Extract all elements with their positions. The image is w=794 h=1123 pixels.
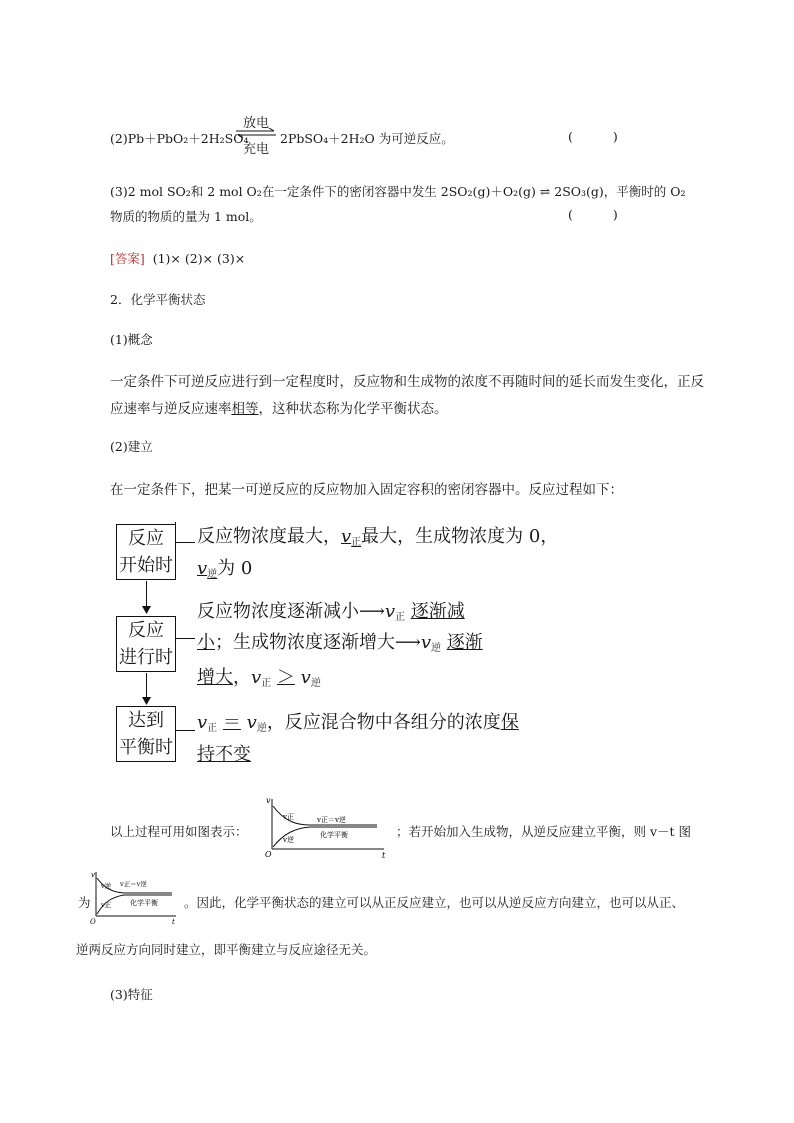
stage2-line2: 小；生成物浓度逐渐增大$⟶v_逆$ 逐渐 bbox=[197, 632, 483, 654]
box-progress bbox=[116, 616, 176, 672]
svg-text:v正: v正 bbox=[101, 901, 112, 909]
subheading-features: (3)特征 bbox=[110, 987, 153, 1002]
box-start-line2: 开始时 bbox=[119, 555, 173, 576]
q3-line1: (3)2 mol SO₂和 2 mol O₂在一定条件下的密闭容器中发生 2SO₂(g)＋O₂(g) ⇌ 2SO₃(g)，平衡时的 O₂ bbox=[110, 184, 686, 199]
box-eq-line2: 平衡时 bbox=[119, 737, 173, 758]
box-start bbox=[116, 524, 176, 580]
svg-text:v正＝v逆: v正＝v逆 bbox=[317, 816, 346, 824]
q2-arrow-top: 放电 bbox=[242, 116, 269, 131]
q2-right: 2PbSO₄＋2H₂O 为可逆反应。 bbox=[280, 131, 454, 146]
graph-text-before: 以上过程可用如图表示： bbox=[110, 824, 248, 839]
svg-text:v逆: v逆 bbox=[283, 836, 294, 844]
q2-arrow-bottom: 充电 bbox=[242, 142, 269, 157]
svg-text:v正＝v逆: v正＝v逆 bbox=[120, 880, 147, 888]
svg-text:v: v bbox=[266, 796, 271, 805]
q3-line2: 物质的物质的量为 1 mol。 bbox=[110, 209, 262, 224]
graph-text-wei: 为 bbox=[78, 895, 91, 910]
box-equilibrium bbox=[116, 706, 176, 762]
stage2-line1: 反应物浓度逐渐减小$⟶v_正$ 逐渐减 bbox=[197, 601, 465, 623]
arrow-down-icon bbox=[142, 606, 151, 614]
svg-text:t: t bbox=[382, 851, 386, 860]
box-eq-line1: 达到 bbox=[128, 710, 164, 731]
svg-text:O: O bbox=[265, 850, 272, 859]
concept-text-b: ，这种状态称为化学平衡状态。 bbox=[258, 401, 448, 417]
vt-graph-forward bbox=[262, 795, 392, 861]
stage3-line2: 持不变 bbox=[197, 744, 251, 765]
svg-text:v逆: v逆 bbox=[101, 882, 112, 890]
answer-text: (1)× (2)× (3)× bbox=[152, 251, 246, 266]
svg-text:化学平衡: 化学平衡 bbox=[320, 831, 348, 839]
answer-label: [答案] bbox=[110, 251, 145, 266]
box-start-line1: 反应 bbox=[128, 528, 164, 549]
setup-text: 在一定条件下，把某一可逆反应的反应物加入固定容积的密闭容器中。反应过程如下： bbox=[110, 482, 623, 498]
graph-text-cont: 。因此，化学平衡状态的建立可以从正反应建立，也可以从逆反应方向建立，也可以从正、 bbox=[184, 895, 685, 910]
stage1-line1: 反应物浓度最大，$v_正$最大，生成物浓度为 0， bbox=[197, 526, 559, 548]
concept-line2 bbox=[110, 397, 448, 417]
reversible-arrow-icon bbox=[236, 128, 276, 138]
q2-answer-paren: ( ) bbox=[568, 129, 636, 144]
graph-text-after: ；若开始加入生成物，从逆反应建立平衡，则 v－t 图 bbox=[396, 824, 692, 839]
q2-left: (2)Pb＋PbO₂＋2H₂SO₄ bbox=[110, 131, 249, 146]
svg-text:O: O bbox=[90, 918, 96, 926]
svg-text:v正: v正 bbox=[283, 813, 294, 821]
stage1-line2: $v_逆$为 0 bbox=[197, 558, 253, 580]
svg-text:v: v bbox=[91, 871, 95, 879]
stage3-line1: $v_正 = v_逆$，反应混合物中各组分的浓度保 bbox=[197, 712, 519, 734]
svg-text:化学平衡: 化学平衡 bbox=[130, 899, 158, 907]
subheading-concept: (1)概念 bbox=[110, 332, 153, 347]
vt-graph-reverse bbox=[88, 868, 182, 926]
stage2-line3: 增大，$v_正 > v_逆$ bbox=[197, 667, 321, 689]
arrow-down-icon bbox=[142, 697, 151, 705]
svg-text:t: t bbox=[172, 918, 175, 926]
section-heading: 2．化学平衡状态 bbox=[110, 292, 206, 307]
concept-line1: 一定条件下可逆反应进行到一定程度时，反应物和生成物的浓度不再随时间的延长而发生变化，正反 bbox=[110, 374, 704, 390]
answer-line bbox=[110, 249, 245, 267]
graph-text-last: 逆两反应方向同时建立，即平衡建立与反应途径无关。 bbox=[76, 942, 377, 957]
box-progress-line1: 反应 bbox=[128, 620, 164, 641]
box-progress-line2: 进行时 bbox=[119, 647, 173, 668]
subheading-setup: (2)建立 bbox=[110, 439, 153, 454]
q3-answer-paren: ( ) bbox=[568, 207, 636, 222]
concept-text-a: 应速率与逆反应速率 bbox=[110, 401, 232, 417]
concept-blank-answer: 相等 bbox=[231, 401, 259, 417]
